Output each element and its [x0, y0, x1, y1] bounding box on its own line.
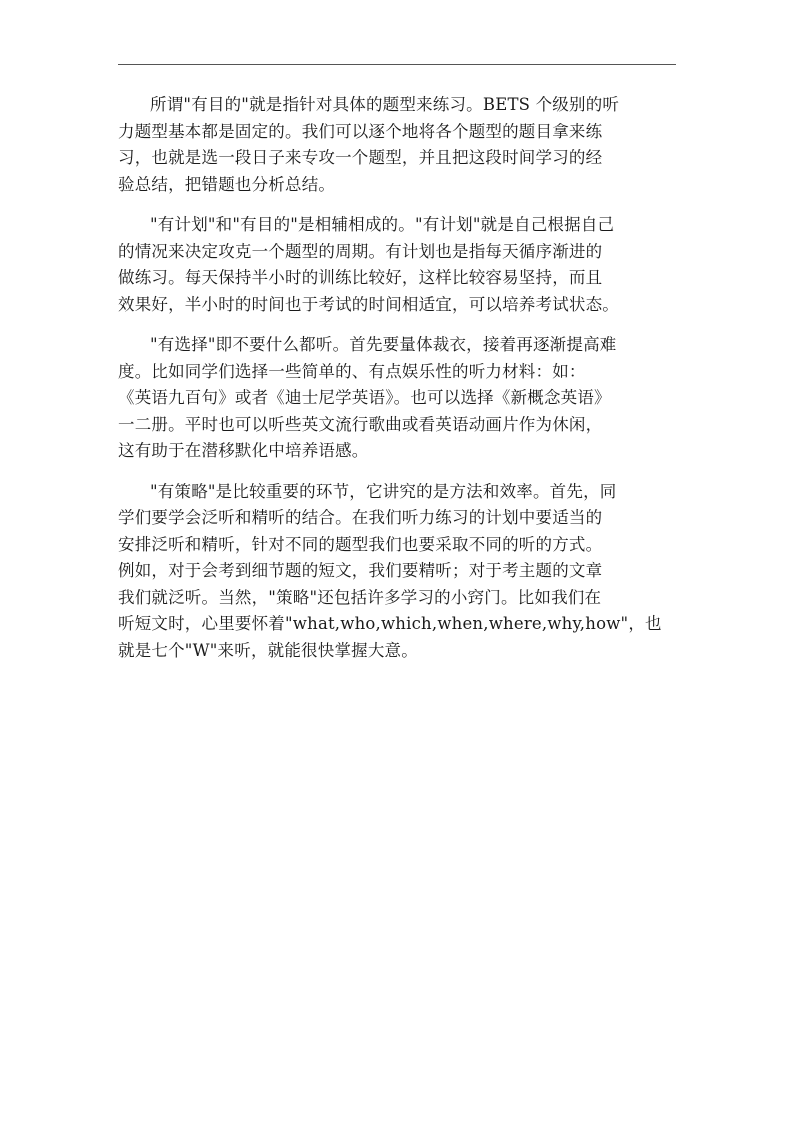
text-line: 度。比如同学们选择一些简单的、有点娱乐性的听力材料：如：	[118, 361, 586, 381]
text-line: 效果好，半小时的时间也于考试的时间相适宜，可以培养考试状态。	[118, 294, 619, 314]
text-line: 所谓"有目的"就是指针对具体的题型来练习。BETS 个级别的听	[150, 95, 620, 114]
text-line: 我们就泛听。当然，"策略"还包括许多学习的小窍门。比如我们在	[118, 587, 602, 607]
paragraph	[118, 212, 698, 318]
text-line: 《英语九百句》或者《迪士尼学英语》。也可以选择《新概念英语》	[118, 388, 611, 407]
text-line: 就是七个"W"来听，就能很快掌握大意。	[118, 640, 418, 660]
header-rule	[118, 64, 676, 65]
text-line: 例如，对于会考到细节题的短文，我们要精听；对于考主题的文章	[118, 561, 603, 580]
paragraph	[118, 479, 698, 665]
text-line: 学们要学会泛听和精听的结合。在我们听力练习的计划中要适当的	[118, 508, 603, 527]
text-line: 习，也就是选一段日子来专攻一个题型，并且把这段时间学习的经	[118, 148, 603, 167]
text-line: "有选择"即不要什么都听。首先要量体裁衣，接着再逐渐提高难	[150, 335, 617, 354]
text-line: "有策略"是比较重要的环节，它讲究的是方法和效率。首先，同	[150, 481, 617, 501]
text-line: 安排泛听和精听，针对不同的题型我们也要采取不同的听的方式。	[118, 534, 603, 554]
text-line: 一二册。平时也可以听些英文流行歌曲或看英语动画片作为休闲，	[118, 414, 603, 434]
paragraph	[118, 332, 698, 465]
text-line: 听短文时，心里要怀着"what,who,which,when,where,why,how"，也	[118, 614, 662, 633]
text-line: "有计划"和"有目的"是相辅相成的。"有计划"就是自己根据自己	[150, 215, 615, 234]
text-line: 做练习。每天保持半小时的训练比较好，这样比较容易坚持，而且	[118, 268, 603, 287]
text-line: 的情况来决定攻克一个题型的周期。有计划也是指每天循序渐进的	[118, 241, 603, 261]
paragraph	[118, 92, 698, 198]
text-line: 验总结，把错题也分析总结。	[118, 174, 336, 194]
document-body	[118, 92, 698, 678]
text-line: 力题型基本都是固定的。我们可以逐个地将各个题型的题目拿来练	[118, 121, 603, 141]
text-line: 这有助于在潜移默化中培养语感。	[118, 441, 369, 460]
